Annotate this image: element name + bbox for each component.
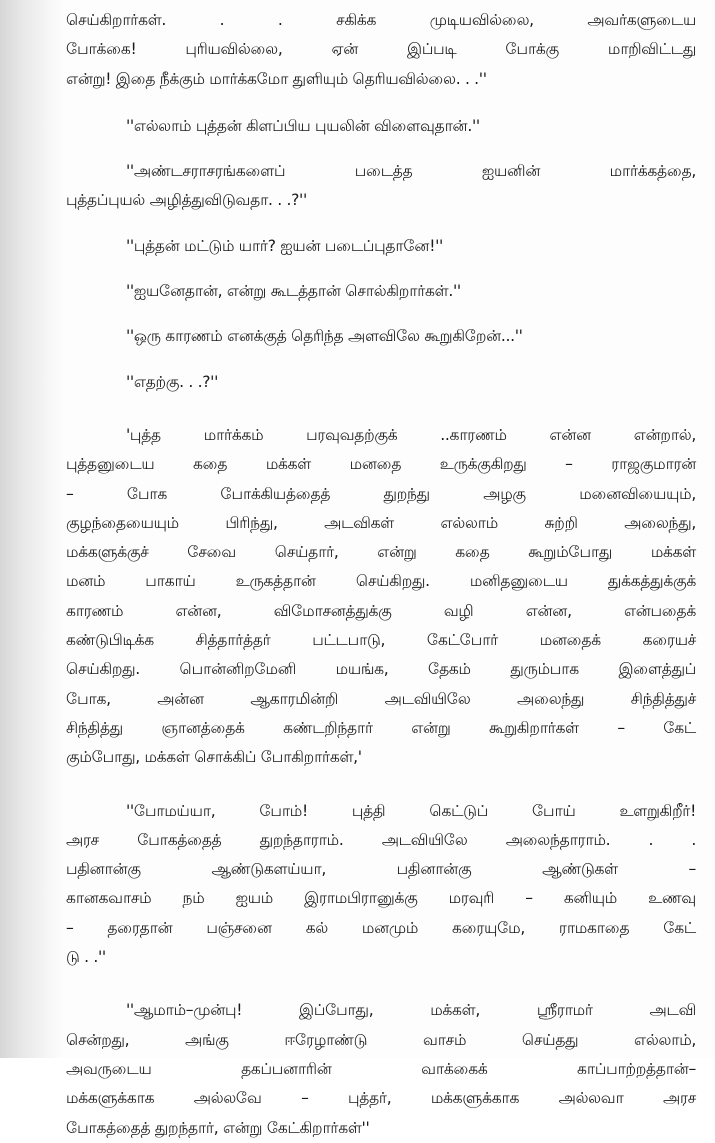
paragraph (66, 368, 696, 397)
paragraph (66, 421, 696, 773)
text-line: செய்கிறது. பொன்னிறமேனி மயங்க, தேகம் துரும்பாக இளைத்துப் (66, 660, 696, 679)
text-line: புத்தப்புயல் அழித்துவிடுவதா. . .?'' (66, 191, 307, 210)
text-line: கும்போது, மக்கள் சொக்கிப் போகிறார்கள்,' (66, 748, 362, 767)
text-line: அவருடைய தகப்பனாரின் வாக்கைக் காப்பாற்றத்தான்– (66, 1059, 696, 1078)
paragraph (66, 232, 696, 261)
text-line: மக்களுக்குச் சேவை செய்தார், என்று கதை கூறும்போது மக்கள் (66, 543, 696, 562)
text-line: – போக போக்கியத்தைத் துறந்து அழகு மனைவியையும், (66, 484, 696, 503)
page-edge-shadow (0, 0, 64, 1058)
paragraph-gap (66, 261, 696, 277)
paragraph-gap (66, 306, 696, 322)
paragraph (66, 157, 696, 216)
text-line: காரணம் என்ன, விமோசனத்துக்கு வழி என்ன, என்பதைக் (66, 601, 696, 620)
text-line: கண்டுபிடிக்க சித்தார்த்தர் பட்டபாடு, கேட்போர் மனதைக் கரையச் (66, 631, 696, 650)
text-line: ''அண்டசராசரங்களைப் படைத்த ஐயனின் மார்க்கத்தை, (126, 162, 696, 181)
paragraph (66, 797, 696, 973)
paragraph-gap (66, 352, 696, 368)
body-text (66, 6, 696, 1143)
text-line: செய்கிறார்கள். . . சகிக்க முடியவில்லை, அவர்களுடைய (66, 11, 696, 29)
text-line: மக்களுக்காக அல்லவே – புத்தர், மக்களுக்காக அல்லவா அரச (66, 1089, 696, 1108)
paragraph-gap (66, 216, 696, 232)
text-line: மனம் பாகாய் உருகத்தான் செய்கிறது. மனிதனுடைய துக்கத்துக்குக் (66, 572, 696, 591)
text-line: ''ஐயனேதான், என்று கூடத்தான் சொல்கிறார்கள்.'' (126, 282, 461, 301)
text-line: ''போமய்யா, போம்! புத்தி கெட்டுப் போய் உளறுகிறீர்! (126, 801, 696, 820)
text-line: சிந்தித்து ஞானத்தைக் கண்டறிந்தார் என்று கூறுகிறார்கள் – கேட் (66, 718, 696, 737)
text-line: – தரைதான் பஞ்சனை கல் மனமும் கரையுமே, ராமகாதை கேட் (66, 918, 696, 937)
paragraph-gap (66, 94, 696, 112)
text-line: போகத்தைத் துறந்தார், என்று கேட்கிறார்கள்'' (66, 1118, 370, 1137)
text-line: சென்றது, அங்கு ஈரேழாண்டு வாசம் செய்தது எல்லாம், (66, 1030, 696, 1049)
text-line: ''எல்லாம் புத்தன் கிளப்பிய புயலின் விளைவுதான்.'' (126, 116, 480, 135)
text-line: என்று! இதை நீக்கும் மார்க்கமோ துளியும் தெரியவில்லை. . .'' (66, 69, 487, 88)
text-line: குழந்தையையும் பிரிந்து, அடவிகள் எல்லாம் சுற்றி அலைந்து, (66, 513, 696, 532)
text-line: போக்கை! புரியவில்லை, ஏன் இப்படி போக்கு மாறிவிட்டது (66, 40, 696, 59)
paragraph (66, 996, 696, 1142)
text-line: புத்தனுடைய கதை மக்கள் மனதை உருக்குகிறது – ராஜகுமாரன் (66, 455, 696, 474)
text-line: கானகவாசம் நம் ஐயம் இராமபிரானுக்கு மரவுரி – கனியும் உணவு (66, 889, 696, 908)
text-line: போக, அன்ன ஆகாரமின்றி அடவியிலே அலைந்து சிந்தித்துச் (66, 689, 696, 708)
text-line: ''ஒரு காரணம் எனக்குத் தெரிந்த அளவிலே கூறுகிறேன்...'' (126, 327, 523, 346)
text-line: ''புத்தன் மட்டும் யார்? ஐயன் படைப்புதானே!'' (126, 236, 443, 255)
paragraph-gap (66, 773, 696, 797)
paragraph (66, 322, 696, 351)
text-line: அரச போகத்தைத் துறந்தாராம். அடவியிலே அலைந்தாராம். . . (66, 830, 696, 849)
paragraph-gap (66, 972, 696, 996)
text-line: 'புத்த மார்க்கம் பரவுவதற்குக் ..காரணம் என்ன என்றால், (126, 425, 696, 444)
text-line: ''ஆமாம்–முன்பு! இப்போது, மக்கள், ஸ்ரீராமர் அடவி (126, 1001, 696, 1020)
paragraph (66, 6, 696, 94)
text-line: ''எதற்கு. . .?'' (126, 372, 219, 391)
text-line: டு . .'' (66, 948, 106, 967)
paragraph-gap (66, 397, 696, 421)
text-line: பதினான்கு ஆண்டுகளய்யா, பதினான்கு ஆண்டுகள் – (66, 860, 696, 879)
paragraph (66, 112, 696, 141)
paragraph (66, 277, 696, 306)
paragraph-gap (66, 141, 696, 157)
